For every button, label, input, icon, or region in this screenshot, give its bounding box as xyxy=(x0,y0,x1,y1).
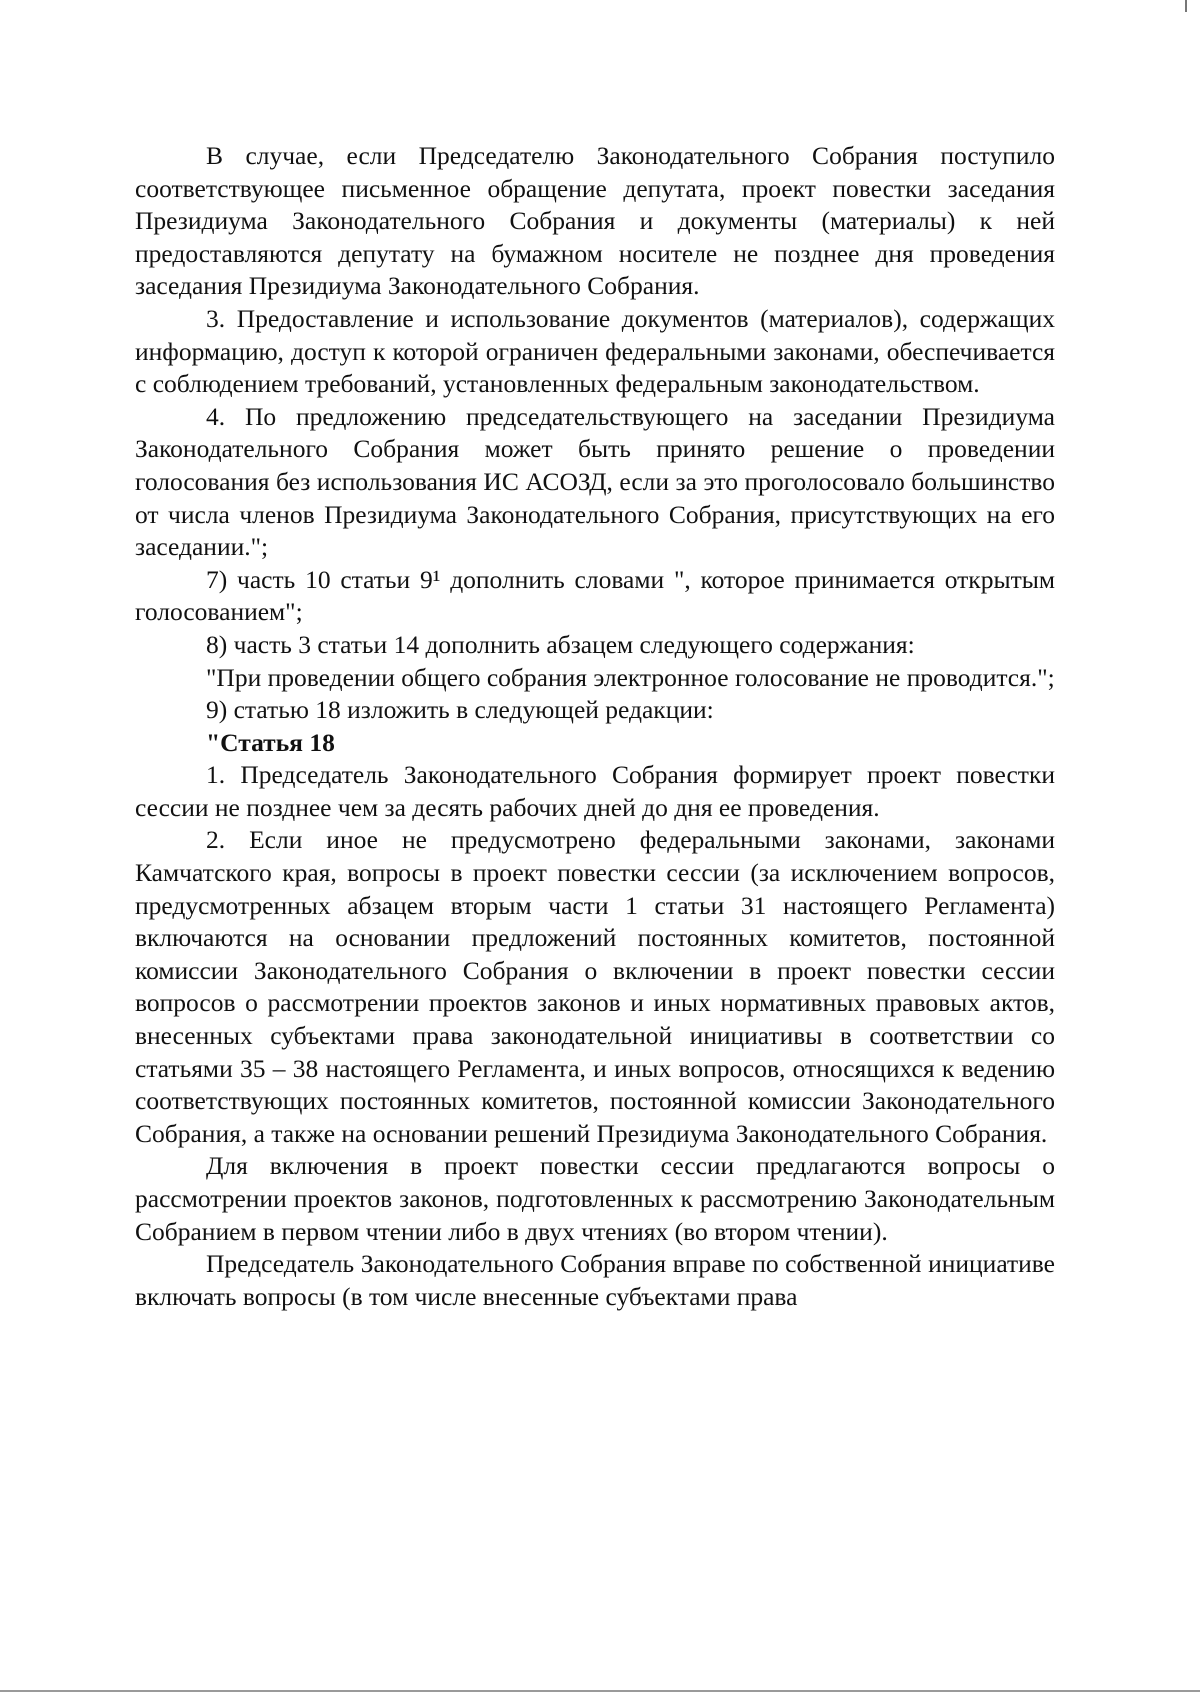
paragraph: 7) часть 10 статьи 9¹ дополнить словами ", которое принимается открытым голосованием"; xyxy=(135,564,1055,627)
page-edge-line xyxy=(0,1690,1200,1692)
scan-mark xyxy=(1185,0,1187,12)
paragraph: 1. Председатель Законодательного Собрания формирует проект повестки сессии не позднее чем за десять рабочих дней до дня ее проведения. xyxy=(135,760,1055,822)
paragraph: 3. Предоставление и использование документов (материалов), содержащих информацию, доступ к которой ограничен федеральными законами, обеспечивается с соблюдением требований, установленных федеральным законодательством. xyxy=(135,303,1055,399)
paragraph: 2. Если иное не предусмотрено федеральными законами, законами Камчатского края, вопросы в проект повестки сессии (за исключением вопросов, предусмотренных абзацем вторым части 1 статьи 31 настоящего Регламента) включаются на основании предложений постоянных комитетов, постоянной комиссии Законодательного Собрания о включении в проект повестки сессии вопросов о рассмотрении проектов законов и иных нормативных правовых актов, внесенных субъектами права законодательной инициативы в соответствии со статьями 35 – 38 настоящего Регламента, и иных вопросов, относящихся к ведению соответствующих постоянных комитетов, постоянной комиссии Законодательного Собрания, а также на основании решений Президиума Законодательного Собрания. xyxy=(135,825,1055,1148)
article-heading: "Статья 18 xyxy=(206,727,335,757)
paragraph: 4. По предложению председательствующего на заседании Президиума Законодательного Собрания может быть принято решение о проведении голосования без использования ИС АСОЗД, если за это проголосовало большинство от числа членов Президиума Законодательного Собрания, присутствующих на его заседании."; xyxy=(135,401,1055,562)
paragraph: 8) часть 3 статьи 14 дополнить абзацем следующего содержания: xyxy=(206,629,915,659)
paragraph: В случае, если Председателю Законодательного Собрания поступило соответствующее письменное обращение депутата, проект повестки заседания Президиума Законодательного Собрания и документы (материалы) к ней предоставляются депутату на бумажном носителе не позднее дня проведения заседания Президиума Законодательного Собрания. xyxy=(135,141,1055,301)
paragraph: "При проведении общего собрания электронное голосование не проводится."; xyxy=(206,662,1055,692)
document-body xyxy=(135,140,1055,1313)
paragraph: 9) статью 18 изложить в следующей редакции: xyxy=(206,695,714,725)
paragraph: Для включения в проект повестки сессии предлагаются вопросы о рассмотрении проектов законов, подготовленных к рассмотрению Законодательным Собранием в первом чтении либо в двух чтениях (во втором чтении). xyxy=(135,1151,1055,1246)
paragraph: Председатель Законодательного Собрания вправе по собственной инициативе включать вопросы (в том числе внесенные субъектами права xyxy=(135,1249,1055,1311)
